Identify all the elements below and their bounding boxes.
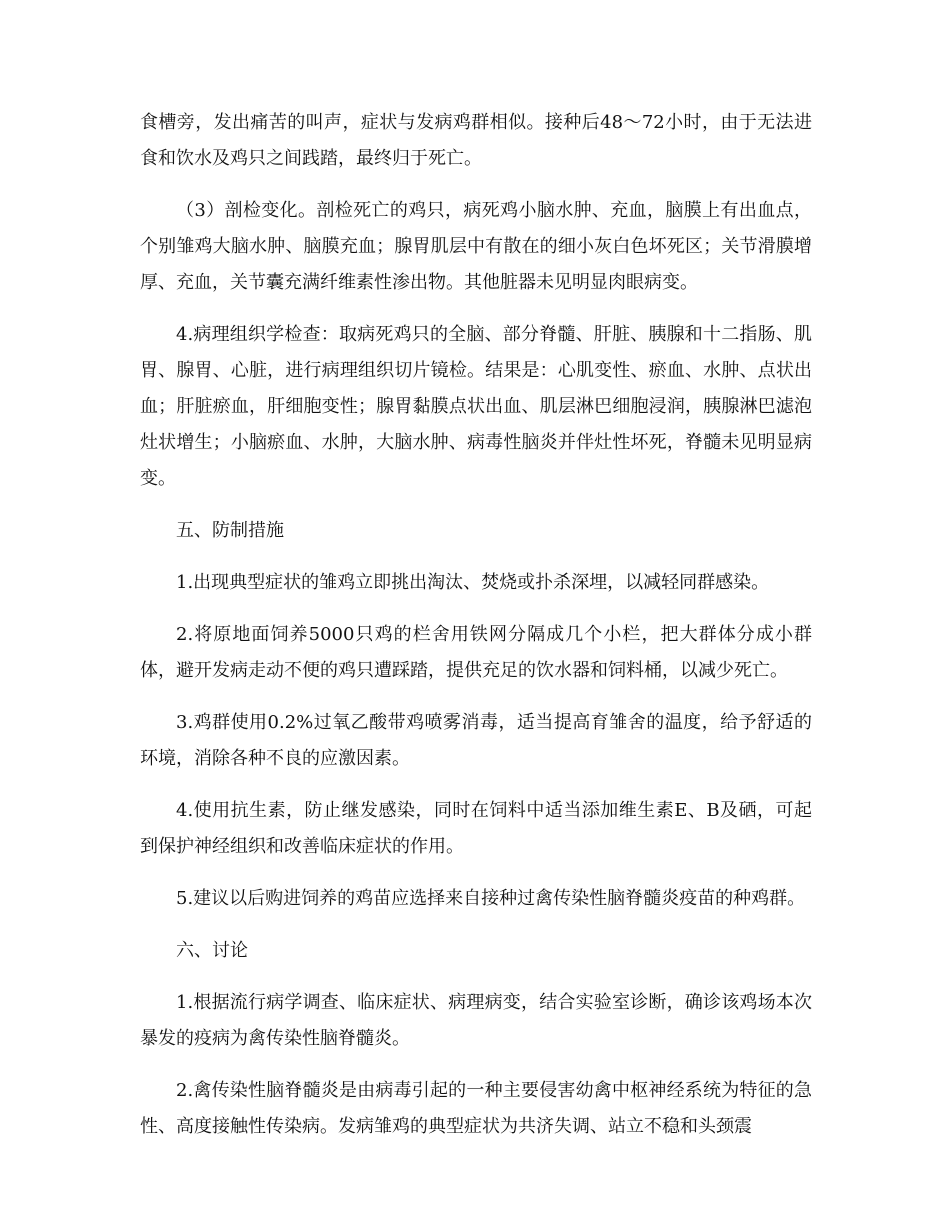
paragraph-continuation: 食槽旁，发出痛苦的叫声，症状与发病鸡群相似。接种后48～72小时，由于无法进食和饮水及鸡只之间践踏，最终归于死亡。 bbox=[140, 112, 812, 169]
prevention-item-2: 2.将原地面饲养5000只鸡的栏舍用铁网分隔成几个小栏，把大群体分成小群体，避开发病走动不便的鸡只遭踩踏，提供充足的饮水器和饲料桶，以减少死亡。 bbox=[140, 624, 812, 681]
paragraph-histopathology: 4.病理组织学检查：取病死鸡只的全脑、部分脊髓、肝脏、胰腺和十二指肠、肌胃、腺胃、心脏，进行病理组织切片镜检。结果是：心肌变性、瘀血、水肿、点状出血；肝脏瘀血，肝细胞变性；腺胃黏膜点状出血、肌层淋巴细胞浸润，胰腺淋巴滤泡灶状增生；小脑瘀血、水肿，大脑水肿、病毒性脑炎并伴灶性坏死，脊髓未见明显病变。 bbox=[140, 324, 812, 489]
section-heading-discussion: 六、讨论 bbox=[176, 940, 248, 961]
prevention-item-1: 1.出现典型症状的雏鸡立即挑出淘汰、焚烧或扑杀深埋，以减轻同群感染。 bbox=[176, 572, 770, 593]
paragraph-necropsy-changes: （3）剖检变化。剖检死亡的鸡只，病死鸡小脑水肿、充血，脑膜上有出血点，个别雏鸡大脑水肿、脑膜充血；腺胃肌层中有散在的细小灰白色坏死区；关节滑膜增厚、充血，关节囊充满纤维素性渗出物。其他脏器未见明显肉眼病变。 bbox=[140, 200, 812, 293]
prevention-item-4: 4.使用抗生素，防止继发感染，同时在饲料中适当添加维生素E、B及硒，可起到保护神经组织和改善临床症状的作用。 bbox=[140, 800, 812, 857]
prevention-item-3: 3.鸡群使用0.2%过氧乙酸带鸡喷雾消毒，适当提高育雏舍的温度，给予舒适的环境，消除各种不良的应激因素。 bbox=[140, 712, 812, 769]
discussion-item-1: 1.根据流行病学调查、临床症状、病理病变，结合实验室诊断，确诊该鸡场本次暴发的疫病为禽传染性脑脊髓炎。 bbox=[140, 992, 812, 1049]
section-heading-prevention: 五、防制措施 bbox=[176, 520, 284, 541]
document-body bbox=[140, 105, 812, 1161]
prevention-item-5: 5.建议以后购进饲养的鸡苗应选择来自接种过禽传染性脑脊髓炎疫苗的种鸡群。 bbox=[176, 888, 806, 909]
discussion-item-2: 2.禽传染性脑脊髓炎是由病毒引起的一种主要侵害幼禽中枢神经系统为特征的急性、高度接触性传染病。发病雏鸡的典型症状为共济失调、站立不稳和头颈震 bbox=[140, 1080, 812, 1137]
